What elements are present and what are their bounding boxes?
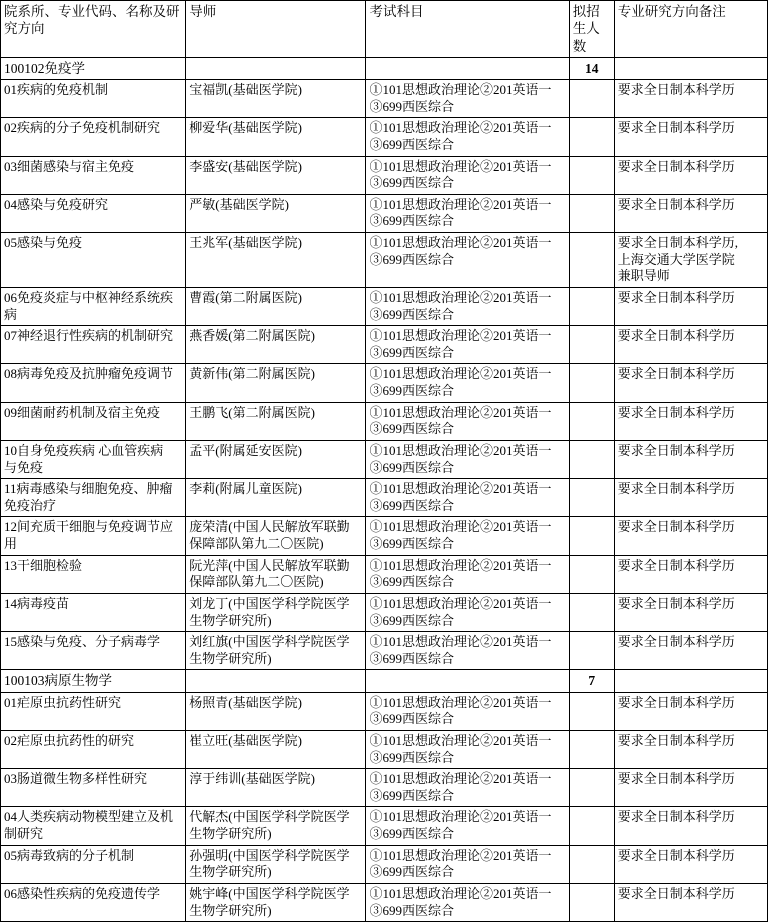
- exam-subject-cell: [366, 80, 569, 118]
- advisor-cell: [186, 845, 366, 883]
- exam-subject-cell-line: ①101思想政治理论②201英语一: [369, 634, 552, 650]
- advisor-cell: [186, 156, 366, 194]
- research-direction-cell-line: 10自身免疫疾病 心血管疾病: [4, 442, 164, 458]
- row-quota-cell: [569, 555, 614, 593]
- exam-subject-cell-line: ③699西医综合: [369, 459, 454, 475]
- research-direction-cell-line: 制研究: [4, 826, 44, 842]
- exam-subject-cell: [366, 593, 569, 631]
- exam-subject-cell-line: ③699西医综合: [369, 650, 454, 666]
- remark-cell: [614, 194, 767, 232]
- table-row: [1, 402, 768, 440]
- header-subject: 考试科目: [366, 1, 569, 58]
- exam-subject-cell: [366, 194, 569, 232]
- table-row: [1, 883, 768, 921]
- exam-subject-cell: [366, 692, 569, 730]
- remark-cell-line: 要求全日制本科学历: [617, 694, 735, 710]
- advisor-cell: [186, 194, 366, 232]
- exam-subject-cell-line: ①101思想政治理论②201英语一: [369, 404, 552, 420]
- research-direction-cell-line: 06感染性疾病的免疫遗传学: [4, 885, 161, 901]
- advisor-cell-line: 生物学研究所): [189, 864, 272, 880]
- exam-subject-cell-line: ③699西医综合: [369, 98, 454, 114]
- exam-subject-cell-line: ③699西医综合: [369, 344, 454, 360]
- advisor-cell-line: 庞荣清(中国人民解放军联勤: [189, 519, 350, 535]
- exam-subject-cell-line: ③699西医综合: [369, 787, 454, 803]
- research-direction-cell: [1, 479, 186, 517]
- research-direction-cell-line: 03肠道微生物多样性研究: [4, 771, 148, 787]
- major-remark-empty: [614, 57, 767, 79]
- remark-cell: [614, 632, 767, 670]
- research-direction-cell: [1, 883, 186, 921]
- exam-subject-cell-line: ③699西医综合: [369, 251, 454, 267]
- table-row: [1, 692, 768, 730]
- research-direction-cell: [1, 233, 186, 288]
- research-direction-cell-line: 01疟原虫抗药性研究: [4, 694, 122, 710]
- research-direction-cell: [1, 593, 186, 631]
- research-direction-cell-line: 05病毒致病的分子机制: [4, 847, 135, 863]
- research-direction-cell: [1, 807, 186, 845]
- exam-subject-cell: [366, 479, 569, 517]
- header-row: [1, 1, 768, 58]
- major-subject-empty: [366, 670, 569, 692]
- advisor-cell-line: 曹霞(第二附属医院): [189, 289, 302, 305]
- remark-cell: [614, 593, 767, 631]
- advisor-cell-line: 孙强明(中国医学科学院医学: [189, 847, 350, 863]
- advisor-cell-line: 生物学研究所): [189, 650, 272, 666]
- advisor-cell: [186, 287, 366, 325]
- research-direction-cell-line: 09细菌耐药机制及宿主免疫: [4, 404, 161, 420]
- exam-subject-cell-line: ①101思想政治理论②201英语一: [369, 557, 552, 573]
- advisor-cell: [186, 593, 366, 631]
- remark-cell-line: 要求全日制本科学历: [617, 519, 735, 535]
- major-name: 100103病原生物学: [1, 670, 186, 692]
- exam-subject-cell-line: ①101思想政治理论②201英语一: [369, 595, 552, 611]
- row-quota-cell: [569, 632, 614, 670]
- exam-subject-cell-line: ①101思想政治理论②201英语一: [369, 289, 552, 305]
- exam-subject-cell-line: ③699西医综合: [369, 175, 454, 191]
- row-quota-cell: [569, 326, 614, 364]
- advisor-cell: [186, 440, 366, 478]
- remark-cell-line: 要求全日制本科学历: [617, 557, 735, 573]
- major-quota: 7: [569, 670, 614, 692]
- advisor-cell-line: 姚宇峰(中国医学科学院医学: [189, 885, 350, 901]
- table-body: [1, 57, 768, 921]
- exam-subject-cell-line: ③699西医综合: [369, 749, 454, 765]
- row-quota-cell: [569, 517, 614, 555]
- advisor-cell: [186, 80, 366, 118]
- remark-cell-line: 要求全日制本科学历: [617, 289, 735, 305]
- research-direction-cell: [1, 769, 186, 807]
- table-row: [1, 233, 768, 288]
- remark-cell-line: 要求全日制本科学历,: [617, 235, 739, 251]
- major-group-row: [1, 670, 768, 692]
- exam-subject-cell-line: ③699西医综合: [369, 383, 454, 399]
- major-advisor-empty: [186, 57, 366, 79]
- row-quota-cell: [569, 807, 614, 845]
- exam-subject-cell: [366, 883, 569, 921]
- advisor-cell: [186, 479, 366, 517]
- exam-subject-cell: [366, 156, 569, 194]
- advisor-cell: [186, 632, 366, 670]
- research-direction-cell-line: 04感染与免疫研究: [4, 196, 109, 212]
- advisor-cell-line: 燕香媛(第二附属医院): [189, 328, 315, 344]
- exam-subject-cell-line: ①101思想政治理论②201英语一: [369, 120, 552, 136]
- exam-subject-cell-line: ①101思想政治理论②201英语一: [369, 235, 552, 251]
- exam-subject-cell-line: ③699西医综合: [369, 306, 454, 322]
- advisor-cell-line: 严敏(基础医学院): [189, 196, 289, 212]
- remark-cell: [614, 440, 767, 478]
- table-row: [1, 593, 768, 631]
- table-row: [1, 440, 768, 478]
- advisor-cell-line: 刘红旗(中国医学科学院医学: [189, 634, 350, 650]
- remark-cell: [614, 80, 767, 118]
- table-row: [1, 479, 768, 517]
- remark-cell-line: 要求全日制本科学历: [617, 732, 735, 748]
- advisor-cell-line: 生物学研究所): [189, 902, 272, 918]
- exam-subject-cell-line: ③699西医综合: [369, 497, 454, 513]
- research-direction-cell: [1, 692, 186, 730]
- advisor-cell-line: 宝福凯(基础医学院): [189, 82, 302, 98]
- row-quota-cell: [569, 883, 614, 921]
- research-direction-cell-line: 免疫治疗: [4, 497, 57, 513]
- exam-subject-cell-line: ①101思想政治理论②201英语一: [369, 519, 552, 535]
- research-direction-cell-line: 病: [4, 306, 18, 322]
- exam-subject-cell-line: ③699西医综合: [369, 136, 454, 152]
- row-quota-cell: [569, 156, 614, 194]
- remark-cell: [614, 883, 767, 921]
- exam-subject-cell: [366, 233, 569, 288]
- research-direction-cell: [1, 326, 186, 364]
- research-direction-cell-line: 01疾病的免疫机制: [4, 82, 109, 98]
- exam-subject-cell-line: ①101思想政治理论②201英语一: [369, 732, 552, 748]
- row-quota-cell: [569, 364, 614, 402]
- advisor-cell-line: 杨照青(基础医学院): [189, 694, 302, 710]
- table-row: [1, 364, 768, 402]
- advisor-cell: [186, 402, 366, 440]
- research-direction-cell: [1, 517, 186, 555]
- advisor-cell: [186, 364, 366, 402]
- research-direction-cell-line: 用: [4, 536, 18, 552]
- table-row: [1, 326, 768, 364]
- remark-cell: [614, 479, 767, 517]
- advisor-cell-line: 李莉(附属儿童医院): [189, 481, 302, 497]
- research-direction-cell-line: 与免疫: [4, 459, 44, 475]
- row-quota-cell: [569, 287, 614, 325]
- exam-subject-cell: [366, 287, 569, 325]
- major-subject-empty: [366, 57, 569, 79]
- row-quota-cell: [569, 440, 614, 478]
- research-direction-cell: [1, 730, 186, 768]
- major-remark-empty: [614, 670, 767, 692]
- table-row: [1, 845, 768, 883]
- table-row: [1, 807, 768, 845]
- row-quota-cell: [569, 402, 614, 440]
- table-row: [1, 156, 768, 194]
- advisor-cell-line: 淳于纬训(基础医学院): [189, 771, 315, 787]
- remark-cell: [614, 692, 767, 730]
- remark-cell-line: 要求全日制本科学历: [617, 82, 735, 98]
- header-quota: 拟招生人数: [569, 1, 614, 58]
- research-direction-cell-line: 03细菌感染与宿主免疫: [4, 158, 135, 174]
- exam-subject-cell: [366, 845, 569, 883]
- research-direction-cell: [1, 402, 186, 440]
- header-remark: 专业研究方向备注: [614, 1, 767, 58]
- header-direction: 院系所、专业代码、名称及研究方向: [1, 1, 186, 58]
- advisor-cell: [186, 807, 366, 845]
- exam-subject-cell-line: ③699西医综合: [369, 421, 454, 437]
- research-direction-cell: [1, 118, 186, 156]
- remark-cell-line: 要求全日制本科学历: [617, 328, 735, 344]
- advisor-cell-line: 保障部队第九二〇医院): [189, 574, 324, 590]
- remark-cell-line: 要求全日制本科学历: [617, 366, 735, 382]
- exam-subject-cell-line: ③699西医综合: [369, 711, 454, 727]
- advisor-cell: [186, 233, 366, 288]
- remark-cell-line: 要求全日制本科学历: [617, 442, 735, 458]
- remark-cell: [614, 156, 767, 194]
- exam-subject-cell: [366, 807, 569, 845]
- row-quota-cell: [569, 233, 614, 288]
- remark-cell-line: 要求全日制本科学历: [617, 481, 735, 497]
- research-direction-cell: [1, 156, 186, 194]
- table-row: [1, 118, 768, 156]
- research-direction-cell-line: 12间充质干细胞与免疫调节应: [4, 519, 174, 535]
- exam-subject-cell: [366, 517, 569, 555]
- exam-subject-cell-line: ①101思想政治理论②201英语一: [369, 694, 552, 710]
- row-quota-cell: [569, 118, 614, 156]
- exam-subject-cell-line: ③699西医综合: [369, 612, 454, 628]
- research-direction-cell-line: 08病毒免疫及抗肿瘤免疫调节: [4, 366, 174, 382]
- remark-cell-line: 要求全日制本科学历: [617, 120, 735, 136]
- remark-cell-line: 要求全日制本科学历: [617, 847, 735, 863]
- research-direction-cell: [1, 80, 186, 118]
- research-direction-cell-line: 02疾病的分子免疫机制研究: [4, 120, 161, 136]
- exam-subject-cell: [366, 440, 569, 478]
- advisor-cell-line: 代解杰(中国医学科学院医学: [189, 809, 350, 825]
- row-quota-cell: [569, 845, 614, 883]
- row-quota-cell: [569, 730, 614, 768]
- exam-subject-cell-line: ①101思想政治理论②201英语一: [369, 328, 552, 344]
- research-direction-cell: [1, 845, 186, 883]
- research-direction-cell: [1, 194, 186, 232]
- exam-subject-cell: [366, 730, 569, 768]
- research-direction-cell: [1, 440, 186, 478]
- advisor-cell-line: 柳爱华(基础医学院): [189, 120, 302, 136]
- research-direction-cell: [1, 287, 186, 325]
- remark-cell-line: 要求全日制本科学历: [617, 158, 735, 174]
- exam-subject-cell-line: ①101思想政治理论②201英语一: [369, 82, 552, 98]
- advisor-cell: [186, 326, 366, 364]
- advisor-cell-line: 生物学研究所): [189, 826, 272, 842]
- row-quota-cell: [569, 194, 614, 232]
- exam-subject-cell-line: ③699西医综合: [369, 864, 454, 880]
- research-direction-cell: [1, 364, 186, 402]
- remark-cell: [614, 402, 767, 440]
- table-row: [1, 194, 768, 232]
- exam-subject-cell-line: ①101思想政治理论②201英语一: [369, 771, 552, 787]
- row-quota-cell: [569, 769, 614, 807]
- exam-subject-cell: [366, 364, 569, 402]
- advisor-cell-line: 保障部队第九二〇医院): [189, 536, 324, 552]
- row-quota-cell: [569, 479, 614, 517]
- table-row: [1, 555, 768, 593]
- exam-subject-cell-line: ①101思想政治理论②201英语一: [369, 847, 552, 863]
- research-direction-cell-line: 14病毒疫苗: [4, 595, 70, 611]
- exam-subject-cell: [366, 632, 569, 670]
- exam-subject-cell-line: ①101思想政治理论②201英语一: [369, 158, 552, 174]
- exam-subject-cell-line: ①101思想政治理论②201英语一: [369, 809, 552, 825]
- remark-cell-line: 要求全日制本科学历: [617, 771, 735, 787]
- table-header: [1, 1, 768, 58]
- remark-cell: [614, 845, 767, 883]
- advisor-cell: [186, 769, 366, 807]
- remark-cell: [614, 118, 767, 156]
- exam-subject-cell-line: ①101思想政治理论②201英语一: [369, 885, 552, 901]
- research-direction-cell-line: 13干细胞检验: [4, 557, 83, 573]
- remark-cell-line: 要求全日制本科学历: [617, 809, 735, 825]
- advisor-cell-line: 王兆军(基础医学院): [189, 235, 302, 251]
- advisor-cell-line: 生物学研究所): [189, 612, 272, 628]
- exam-subject-cell-line: ①101思想政治理论②201英语一: [369, 481, 552, 497]
- major-name: 100102免疫学: [1, 57, 186, 79]
- table-row: [1, 287, 768, 325]
- remark-cell-line: 要求全日制本科学历: [617, 404, 735, 420]
- advisor-cell: [186, 730, 366, 768]
- advisor-cell-line: 孟平(附属延安医院): [189, 442, 302, 458]
- remark-cell: [614, 364, 767, 402]
- remark-cell: [614, 517, 767, 555]
- exam-subject-cell-line: ③699西医综合: [369, 902, 454, 918]
- advisor-cell: [186, 692, 366, 730]
- research-direction-cell-line: 02疟原虫抗药性的研究: [4, 732, 135, 748]
- exam-subject-cell-line: ①101思想政治理论②201英语一: [369, 442, 552, 458]
- remark-cell: [614, 769, 767, 807]
- row-quota-cell: [569, 692, 614, 730]
- remark-cell: [614, 326, 767, 364]
- advisor-cell: [186, 883, 366, 921]
- remark-cell: [614, 730, 767, 768]
- exam-subject-cell-line: ①101思想政治理论②201英语一: [369, 366, 552, 382]
- row-quota-cell: [569, 593, 614, 631]
- research-direction-cell-line: 06免疫炎症与中枢神经系统疾: [4, 289, 174, 305]
- remark-cell-line: 上海交通大学医学院: [617, 251, 735, 267]
- row-quota-cell: [569, 80, 614, 118]
- exam-subject-cell: [366, 769, 569, 807]
- advisor-cell-line: 阮光萍(中国人民解放军联勤: [189, 557, 350, 573]
- research-direction-cell-line: 05感染与免疫: [4, 235, 83, 251]
- exam-subject-cell: [366, 555, 569, 593]
- exam-subject-cell-line: ③699西医综合: [369, 574, 454, 590]
- advisor-cell-line: 李盛安(基础医学院): [189, 158, 302, 174]
- exam-subject-cell: [366, 326, 569, 364]
- remark-cell-line: 要求全日制本科学历: [617, 634, 735, 650]
- exam-subject-cell-line: ③699西医综合: [369, 826, 454, 842]
- remark-cell: [614, 233, 767, 288]
- major-quota: 14: [569, 57, 614, 79]
- remark-cell: [614, 555, 767, 593]
- exam-subject-cell-line: ①101思想政治理论②201英语一: [369, 196, 552, 212]
- exam-subject-cell: [366, 118, 569, 156]
- header-advisor: 导师: [186, 1, 366, 58]
- table-row: [1, 730, 768, 768]
- remark-cell-line: 要求全日制本科学历: [617, 885, 735, 901]
- remark-cell-line: 要求全日制本科学历: [617, 196, 735, 212]
- advisor-cell-line: 刘龙丁(中国医学科学院医学: [189, 595, 350, 611]
- research-direction-cell-line: 04人类疾病动物模型建立及机: [4, 809, 174, 825]
- table-row: [1, 632, 768, 670]
- table-row: [1, 769, 768, 807]
- advisor-cell: [186, 118, 366, 156]
- remark-cell-line: 兼职导师: [617, 268, 670, 284]
- remark-cell: [614, 287, 767, 325]
- table-row: [1, 80, 768, 118]
- exam-subject-cell: [366, 402, 569, 440]
- table-row: [1, 517, 768, 555]
- remark-cell-line: 要求全日制本科学历: [617, 595, 735, 611]
- major-group-row: [1, 57, 768, 79]
- research-direction-cell-line: 11病毒感染与细胞免疫、肿瘤: [4, 481, 173, 497]
- advisor-cell: [186, 517, 366, 555]
- advisor-cell-line: 王鹏飞(第二附属医院): [189, 404, 315, 420]
- research-direction-cell-line: 07神经退行性疾病的机制研究: [4, 328, 174, 344]
- research-direction-cell-line: 15感染与免疫、分子病毒学: [4, 634, 161, 650]
- research-direction-cell: [1, 632, 186, 670]
- research-direction-cell: [1, 555, 186, 593]
- advisor-cell-line: 崔立旺(基础医学院): [189, 732, 302, 748]
- exam-subject-cell-line: ③699西医综合: [369, 213, 454, 229]
- advisor-cell-line: 黄新伟(第二附属医院): [189, 366, 315, 382]
- exam-subject-cell-line: ③699西医综合: [369, 536, 454, 552]
- advisor-cell: [186, 555, 366, 593]
- major-advisor-empty: [186, 670, 366, 692]
- remark-cell: [614, 807, 767, 845]
